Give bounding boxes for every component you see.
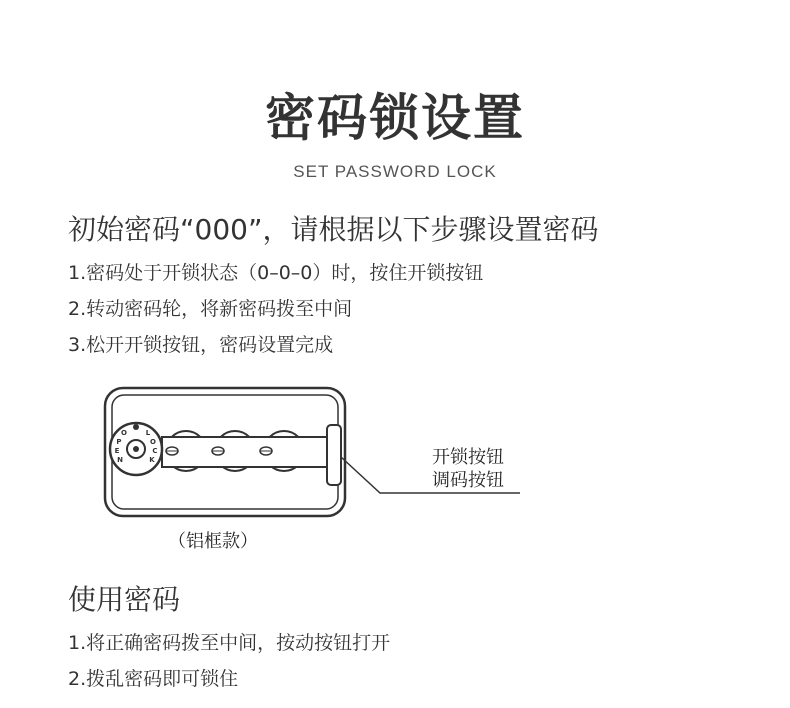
- setup-step-1: 1.密码处于开锁状态（0–0–0）时，按住开锁按钮: [68, 262, 484, 284]
- svg-text:E: E: [114, 447, 120, 455]
- page-title: 密码锁设置: [265, 89, 525, 147]
- svg-text:O: O: [150, 438, 156, 446]
- svg-text:P: P: [116, 438, 122, 446]
- center-bar: [162, 437, 332, 467]
- usage-step-1: 1.将正确密码拨至中间，按动按钮打开: [68, 632, 391, 654]
- svg-text:L: L: [145, 429, 151, 437]
- setup-step-3: 3.松开开锁按钮，密码设置完成: [68, 334, 334, 356]
- setup-heading: 初始密码“000”，请根据以下步骤设置密码: [68, 213, 599, 246]
- setup-step-2: 2.转动密码轮，将新密码拨至中间: [68, 298, 353, 320]
- svg-text:N: N: [117, 456, 123, 464]
- diagram-caption: （铝框款）: [168, 531, 258, 552]
- page-subtitle: SET PASSWORD LOCK: [293, 162, 497, 181]
- usage-step-2: 2.拨乱密码即可锁住: [68, 668, 239, 690]
- label-unlock-button: 开锁按钮: [432, 447, 504, 468]
- unlock-button: [327, 425, 341, 485]
- svg-text:O: O: [121, 429, 127, 437]
- svg-text:C: C: [152, 447, 158, 455]
- usage-heading: 使用密码: [68, 583, 181, 616]
- label-adjust-button: 调码按钮: [432, 470, 504, 491]
- svg-text:K: K: [149, 456, 155, 464]
